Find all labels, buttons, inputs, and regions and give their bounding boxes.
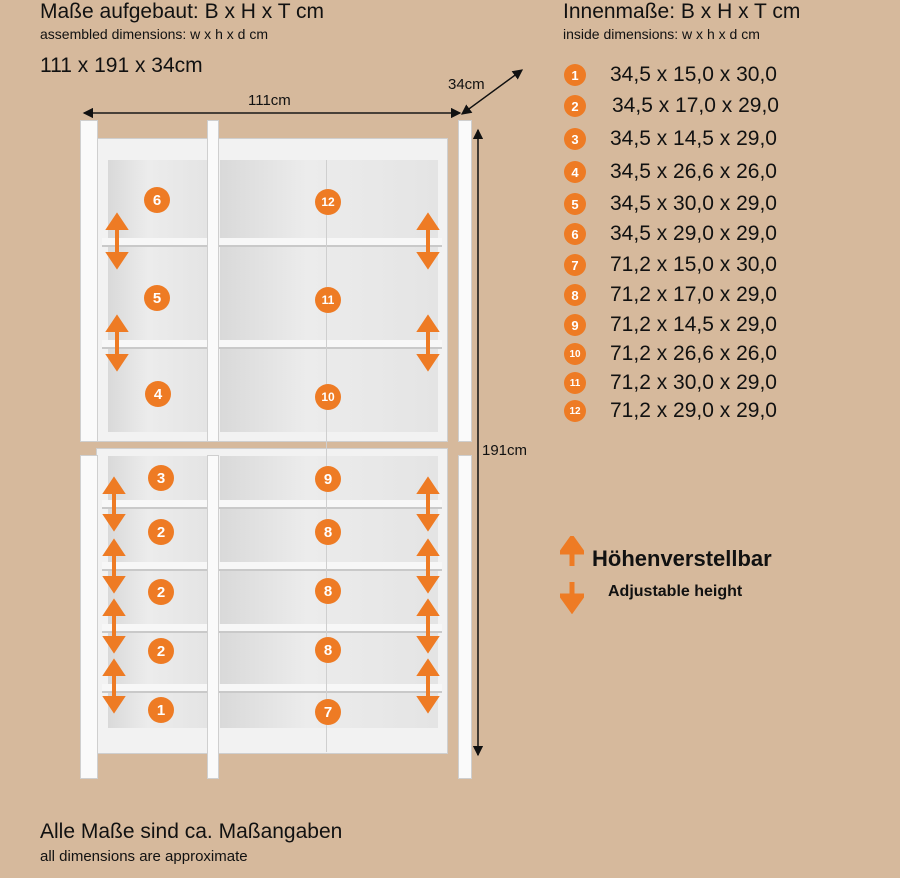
- up-down-arrow-icon: [420, 662, 436, 710]
- compartment-badge: 3: [148, 465, 174, 491]
- compartment-badge: 11: [315, 287, 341, 313]
- number-badge: 6: [564, 223, 586, 245]
- up-down-arrow-icon: [106, 602, 122, 650]
- up-down-arrow-icon: [420, 602, 436, 650]
- compartment-badge: 8: [315, 519, 341, 545]
- list-item: [564, 222, 777, 246]
- height-label: 191cm: [482, 442, 528, 459]
- compartment-badge: 7: [315, 699, 341, 725]
- dimension-value: 71,2 x 26,6 x 26,0: [610, 342, 777, 365]
- dimension-value: 71,2 x 14,5 x 29,0: [610, 313, 777, 336]
- number-badge: 7: [564, 254, 586, 276]
- number-badge: 2: [564, 95, 586, 117]
- number-badge: 4: [564, 161, 586, 183]
- compartment-badge: 8: [315, 578, 341, 604]
- compartment-badge: 6: [144, 187, 170, 213]
- list-item: [564, 160, 777, 184]
- compartment-badge: 1: [148, 697, 174, 723]
- dimension-value: 34,5 x 17,0 x 29,0: [612, 94, 779, 117]
- footer-subtitle: all dimensions are approximate: [40, 848, 248, 865]
- dimension-value: 34,5 x 15,0 x 30,0: [610, 63, 777, 86]
- up-down-arrow-icon: [109, 318, 125, 368]
- compartment-badge: 8: [315, 637, 341, 663]
- dimension-value: 71,2 x 30,0 x 29,0: [610, 371, 777, 394]
- compartment-badge: 2: [148, 638, 174, 664]
- compartment-badge: 10: [315, 384, 341, 410]
- inside-title: Innenmaße: B x H x T cm: [563, 0, 801, 23]
- list-item: [564, 94, 779, 118]
- number-badge: 10: [564, 343, 586, 365]
- up-down-arrow-icon: [420, 318, 436, 368]
- assembled-subtitle: assembled dimensions: w x h x d cm: [40, 26, 268, 42]
- compartment-badge: 9: [315, 466, 341, 492]
- dimension-value: 34,5 x 14,5 x 29,0: [610, 127, 777, 150]
- up-down-arrow-icon: [560, 536, 584, 614]
- dimension-value: 34,5 x 30,0 x 29,0: [610, 192, 777, 215]
- up-down-arrow-icon: [420, 216, 436, 266]
- up-down-arrow-icon: [106, 480, 122, 528]
- legend-title: Höhenverstellbar: [592, 546, 772, 571]
- up-down-arrow-icon: [106, 662, 122, 710]
- number-badge: 12: [564, 400, 586, 422]
- compartment-badge: 2: [148, 519, 174, 545]
- dimension-value: 71,2 x 17,0 x 29,0: [610, 283, 777, 306]
- assembled-title: Maße aufgebaut: B x H x T cm: [40, 0, 325, 23]
- list-item: [564, 342, 777, 366]
- depth-label: 34cm: [448, 76, 485, 93]
- number-badge: 11: [564, 372, 586, 394]
- up-down-arrow-icon: [420, 480, 436, 528]
- width-label: 111cm: [248, 92, 291, 109]
- dimension-value: 34,5 x 29,0 x 29,0: [610, 222, 777, 245]
- number-badge: 1: [564, 64, 586, 86]
- list-item: [564, 192, 777, 216]
- list-item: [564, 283, 777, 307]
- compartment-badge: 12: [315, 189, 341, 215]
- assembled-dimensions: 111 x 191 x 34cm: [40, 54, 203, 77]
- up-down-arrow-icon: [106, 542, 122, 590]
- dimension-value: 34,5 x 26,6 x 26,0: [610, 160, 777, 183]
- list-item: [564, 253, 777, 277]
- list-item: [564, 313, 777, 337]
- list-item: [564, 399, 777, 423]
- dimension-value: 71,2 x 15,0 x 30,0: [610, 253, 777, 276]
- number-badge: 3: [564, 128, 586, 150]
- compartment-badge: 2: [148, 579, 174, 605]
- compartment-badge: 4: [145, 381, 171, 407]
- footer-title: Alle Maße sind ca. Maßangaben: [40, 820, 343, 843]
- number-badge: 9: [564, 314, 586, 336]
- compartment-badge: 5: [144, 285, 170, 311]
- up-down-arrow-icon: [109, 216, 125, 266]
- legend-subtitle: Adjustable height: [608, 583, 743, 600]
- dimension-value: 71,2 x 29,0 x 29,0: [610, 399, 777, 422]
- number-badge: 8: [564, 284, 586, 306]
- up-down-arrow-icon: [420, 542, 436, 590]
- inside-subtitle: inside dimensions: w x h x d cm: [563, 26, 760, 42]
- list-item: [564, 127, 777, 151]
- list-item: [564, 371, 777, 395]
- number-badge: 5: [564, 193, 586, 215]
- list-item: [564, 63, 777, 87]
